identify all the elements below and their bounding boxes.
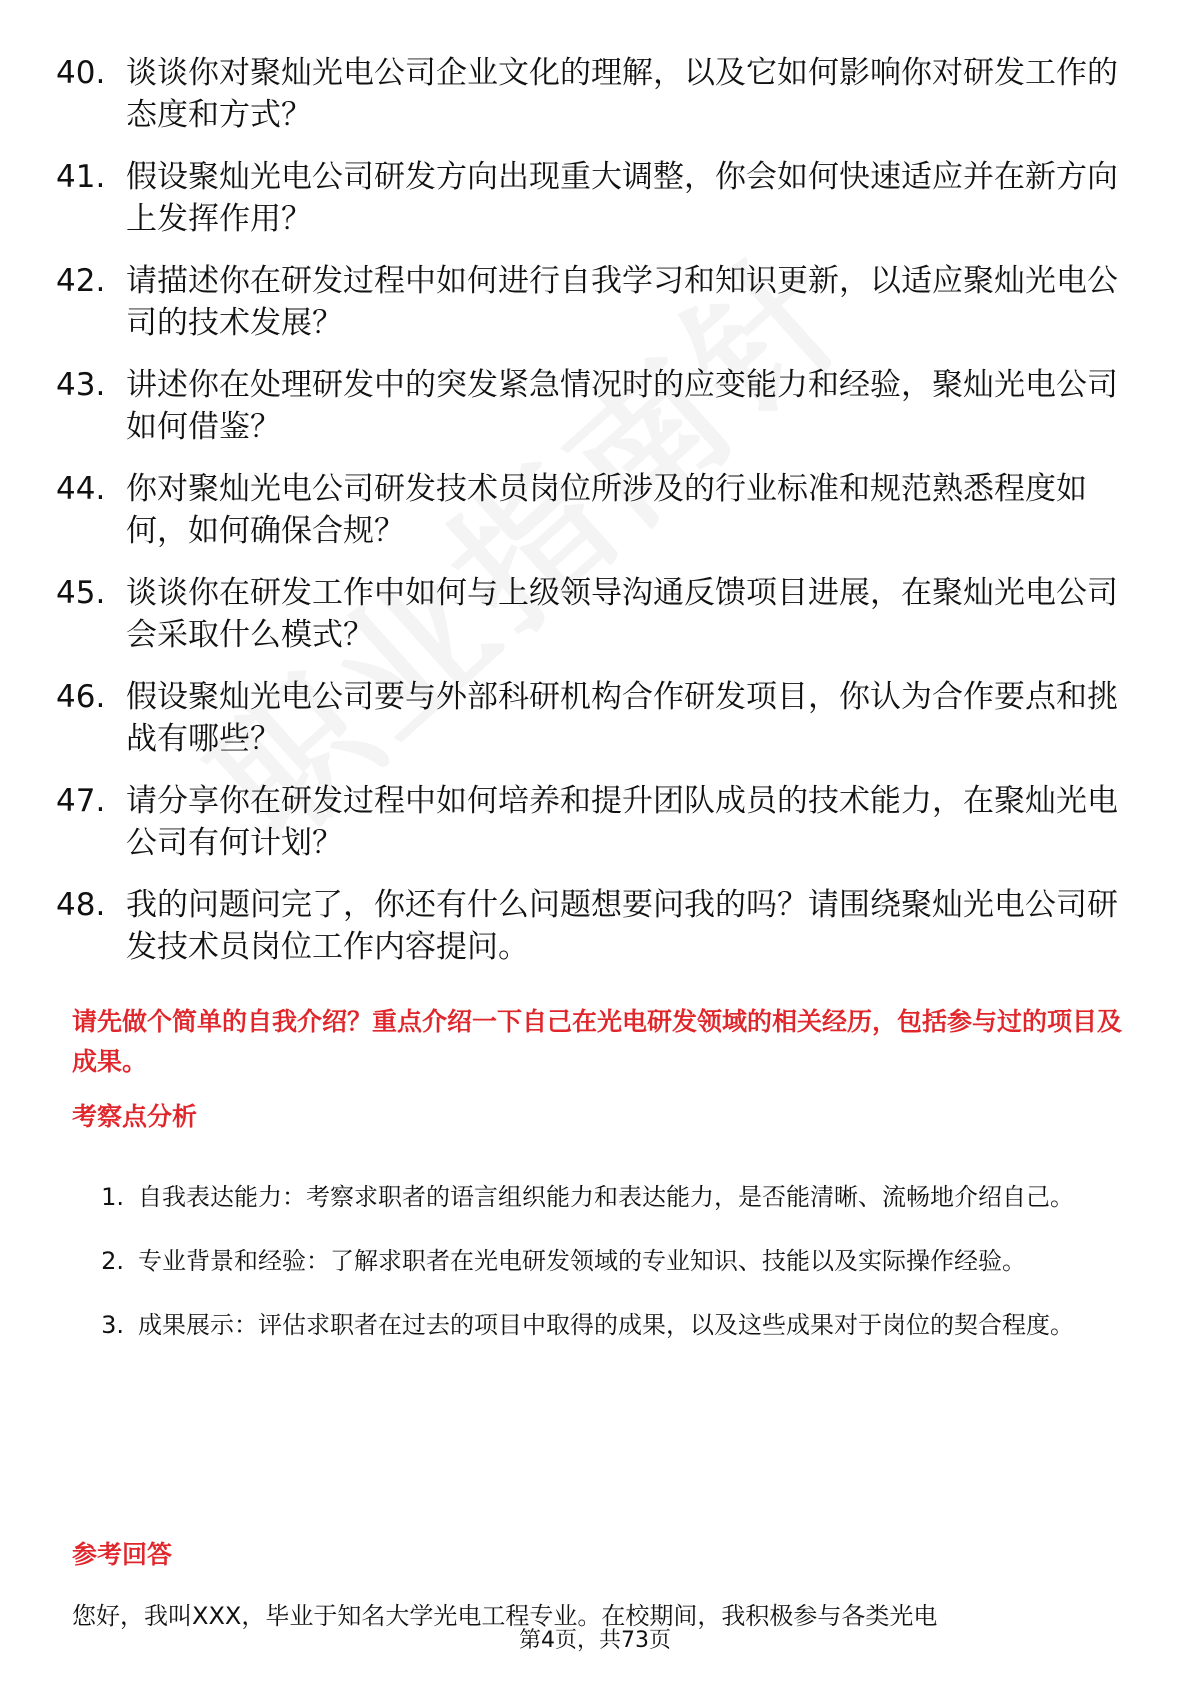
analysis-number: 1. <box>101 1183 124 1211</box>
analysis-text: 自我表达能力：考察求职者的语言组织能力和表达能力，是否能清晰、流畅地介绍自己。 <box>138 1183 1074 1211</box>
analysis-number: 3. <box>101 1311 124 1339</box>
question-text: 讲述你在处理研发中的突发紧急情况时的应变能力和经验，聚灿光电公司如何借鉴？ <box>126 367 1118 445</box>
list-item <box>72 1296 1132 1354</box>
analysis-number: 2. <box>101 1247 124 1275</box>
question-number: 43. <box>56 367 106 403</box>
analysis-text: 成果展示：评估求职者在过去的项目中取得的成果，以及这些成果对于岗位的契合程度。 <box>138 1311 1074 1339</box>
answer-heading: 参考回答 <box>72 1540 173 1569</box>
question-text: 假设聚灿光电公司要与外部科研机构合作研发项目，你认为合作要点和挑战有哪些？ <box>126 679 1118 757</box>
analysis-text: 专业背景和经验：了解求职者在光电研发领域的专业知识、技能以及实际操作经验。 <box>138 1247 1026 1275</box>
question-number: 48. <box>56 887 106 923</box>
question-number: 41. <box>56 159 106 195</box>
list-item <box>56 468 1136 552</box>
question-number: 44. <box>56 471 106 507</box>
question-number: 40. <box>56 55 106 91</box>
question-number: 45. <box>56 575 106 611</box>
answer-text: 您好，我叫XXX，毕业于知名大学光电工程专业。在校期间，我积极参与各类光电 <box>72 1602 938 1630</box>
question-number: 42. <box>56 263 106 299</box>
list-item <box>72 1232 1132 1290</box>
list-item <box>56 364 1136 448</box>
list-item <box>56 52 1136 136</box>
featured-question: 请先做个简单的自我介绍？重点介绍一下自己在光电研发领域的相关经历，包括参与过的项目及成果。 <box>72 1007 1123 1076</box>
list-item <box>72 1168 1132 1226</box>
list-item <box>56 156 1136 240</box>
question-text: 谈谈你对聚灿光电公司企业文化的理解，以及它如何影响你对研发工作的态度和方式？ <box>126 55 1118 133</box>
question-number: 46. <box>56 679 106 715</box>
list-item <box>56 572 1136 656</box>
analysis-list <box>72 1168 1132 1360</box>
question-text: 请描述你在研发过程中如何进行自我学习和知识更新，以适应聚灿光电公司的技术发展？ <box>126 263 1118 341</box>
question-text: 你对聚灿光电公司研发技术员岗位所涉及的行业标准和规范熟悉程度如何，如何确保合规？ <box>126 471 1087 549</box>
question-text: 假设聚灿光电公司研发方向出现重大调整，你会如何快速适应并在新方向上发挥作用？ <box>126 159 1118 237</box>
list-item <box>56 260 1136 344</box>
list-item <box>56 676 1136 760</box>
question-text: 我的问题问完了，你还有什么问题想要问我的吗？请围绕聚灿光电公司研发技术员岗位工作内容提问。 <box>126 887 1118 965</box>
list-item <box>56 780 1136 864</box>
analysis-heading: 考察点分析 <box>72 1102 198 1131</box>
question-list <box>56 52 1136 988</box>
question-number: 47. <box>56 783 106 819</box>
question-text: 请分享你在研发过程中如何培养和提升团队成员的技术能力，在聚灿光电公司有何计划？ <box>126 783 1118 861</box>
list-item <box>56 884 1136 968</box>
page-footer: 第4页，共73页 <box>519 1628 671 1653</box>
question-text: 谈谈你在研发工作中如何与上级领导沟通反馈项目进展，在聚灿光电公司会采取什么模式？ <box>126 575 1118 653</box>
